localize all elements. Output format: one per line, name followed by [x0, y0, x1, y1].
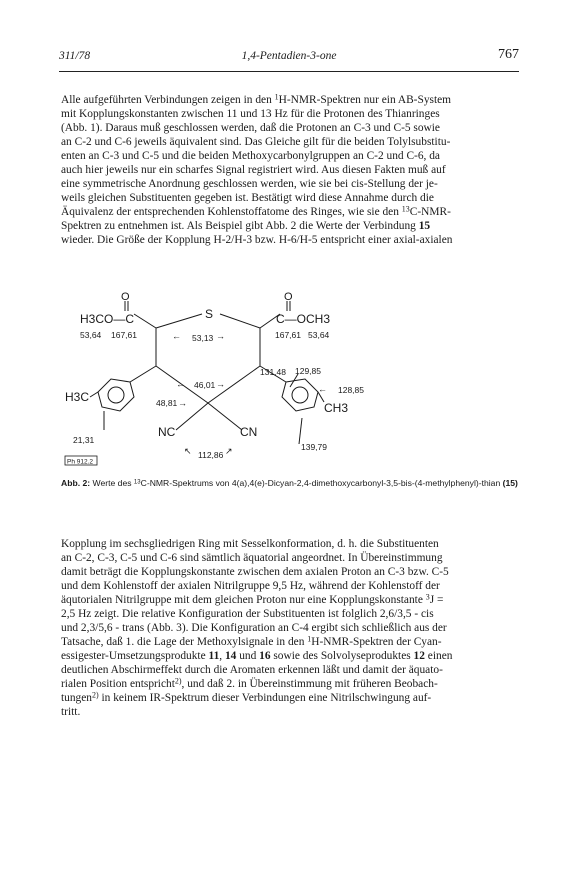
- shift-co-left: 167,61: [111, 330, 137, 340]
- text-line: an C-2 und C-6 jeweils äquivalent sind. Das Gleiche gilt für die beiden Tolylsubstitu-: [61, 136, 451, 148]
- paragraph-1: [61, 93, 521, 247]
- text-line: an C-2, C-3, C-5 und C-6 sind sämtlich äquatorial angeordnet. In Übereinstimmung: [61, 552, 443, 564]
- nitrile-right-label: CN: [240, 425, 258, 439]
- shift-ipso: 131,48: [260, 367, 286, 377]
- text-line: weils gleichen Substituenten gegeben ist. Bestätigt wird diese Annahme durch die: [61, 192, 434, 204]
- bold-ref: (15): [502, 478, 518, 488]
- text-line: Kopplung im sechsgliedrigen Ring mit Sesselkonformation, d. h. die Substituenten: [61, 538, 439, 550]
- nitrile-left-label: NC: [158, 425, 176, 439]
- shift-ch3-left: 21,31: [73, 435, 95, 445]
- shift-para: 139,79: [301, 442, 327, 452]
- figure-tag: Ph 912.2: [67, 458, 94, 466]
- superscript: 3: [425, 592, 430, 602]
- benzene-ring-left: [98, 379, 134, 411]
- methyl-left-label: H3C: [65, 390, 90, 404]
- figure-caption: Abb. 2: Werte des $^{13}$C-NMR-Spektrums von 4(a),4(e)-Dicyan-2,4-dimethoxycarbonyl-3,5-bis-(4-methylphenyl)-thian (15): [61, 478, 518, 488]
- bold-ref: 11: [208, 650, 220, 662]
- paragraph-2: [61, 537, 521, 719]
- bold-ref: 14: [224, 650, 237, 662]
- superscript: 1: [307, 634, 312, 644]
- methyl-right-label: CH3: [324, 401, 349, 415]
- bold-ref: 16: [259, 650, 271, 662]
- shift-ortho: 129,85: [295, 366, 321, 376]
- header-rule: [59, 71, 519, 72]
- arrow-cn-left: ↖: [184, 446, 192, 456]
- bond-c4-cn-right: [208, 403, 242, 430]
- page-number: 767: [498, 47, 519, 62]
- text-line: und dem Kohlenstoff der axialen Nitrilgruppe 9,5 Hz, während der Kohlenstoff der: [61, 580, 440, 592]
- superscript: 2): [174, 676, 182, 686]
- arrow-c2-right: →: [216, 331, 225, 341]
- shift-ome-right: 53,64: [308, 330, 330, 340]
- aromatic-circle-right: [292, 387, 308, 403]
- text-line: rialen Position entspricht$^{2)}$, und daß 2. in Übereinstimmung mit früheren Beobach-: [61, 676, 438, 690]
- pointer-para: [299, 418, 302, 444]
- sulfur-label: S: [205, 307, 214, 321]
- text-line: auch hier jeweils nur ein scharfes Signal registriert wird. Aus diesen Fakten muß auf: [61, 164, 446, 176]
- text-line: mit Kopplungskonstanten zwischen 11 und 13 Hz für die Protonen des Thianringes: [61, 108, 440, 120]
- shift-ome-left: 53,64: [80, 330, 102, 340]
- arrow-c3-left: ←: [176, 379, 185, 389]
- text-line: 2,5 Hz zeigt. Die relative Konfiguration der Substituenten ist folglich 2,6/3,5 - cis: [61, 608, 434, 620]
- oxygen-left: O: [121, 291, 130, 303]
- arrow-cn-right: ↗: [225, 446, 233, 456]
- ester-right-label: C—OCH3: [276, 312, 331, 326]
- shift-c2: 53,13: [192, 333, 214, 343]
- text-line: (Abb. 1). Daraus muß geschlossen werden, daß die Protonen an C-3 und C-5 sowie: [61, 122, 440, 134]
- superscript: 1: [274, 92, 279, 102]
- shift-cn: 112,86: [198, 450, 224, 460]
- oxygen-right: O: [284, 291, 293, 303]
- bond-c2-s: [156, 314, 202, 328]
- text-line: damit beträgt die Kopplungskonstante zwischen dem axialen Proton an C-3 bzw. C-5: [61, 566, 449, 578]
- bond-methyl-left: [90, 392, 98, 397]
- text-line: Tatsache, daß 1. die Lage der Methoxylsignale in den $^1$H-NMR-Spektren der Cyan-: [61, 634, 442, 648]
- text-line: Alle aufgeführten Verbindungen zeigen in den $^1$H-NMR-Spektren nur ein AB-System: [61, 92, 452, 106]
- superscript: 2): [92, 690, 99, 700]
- arrow-c2-left: ←: [172, 331, 181, 341]
- superscript: 13: [133, 479, 141, 486]
- text-line: Äquivalenz der entsprechenden Kohlenstoffatome des Ringes, wie sie den $^{13}$C-NMR-: [61, 204, 451, 218]
- aromatic-circle-left: [108, 387, 124, 403]
- bond-c2-carbonyl: [134, 314, 156, 328]
- text-line: äqutorialen Nitrilgruppe mit dem gleichen Proton nur eine Kopplungskonstante $^3$J =: [61, 592, 444, 606]
- header-title: 1,4-Pentadien-3-one: [241, 50, 337, 62]
- text-line: Spektren zu entnehmen ist. Als Beispiel gibt Abb. 2 die Werte der Verbindung 15: [61, 220, 431, 232]
- superscript: 13: [401, 204, 410, 214]
- shift-co-right: 167,61: [275, 330, 301, 340]
- arrow-c4: →: [178, 398, 187, 408]
- arrow-meta: ←: [318, 384, 327, 394]
- header-reference: 311/78: [59, 50, 91, 62]
- structure-figure: [62, 290, 482, 466]
- arrow-c3-right: →: [216, 379, 225, 389]
- ester-left-label: H3CO—C: [80, 312, 135, 326]
- shift-meta: 128,85: [338, 385, 364, 395]
- text-line: und 2,3/5,6 - trans (Abb. 3). Die Konfiguration an C-4 ergibt sich schließlich aus der: [61, 622, 447, 634]
- text-line: tungen$^{2)}$ in keinem IR-Spektrum dieser Verbindungen eine Nitrilschwingung auf-: [61, 690, 432, 704]
- running-header: [59, 47, 519, 70]
- bold-ref: 15: [418, 220, 431, 232]
- bold-ref: Abb. 2:: [61, 478, 91, 488]
- bond-c3-aryl: [130, 366, 156, 382]
- bold-ref: 12: [413, 650, 425, 662]
- text-line: eine symmetrische Anordnung geschlossen werden, wie sie bei cis-Stellung der je-: [61, 178, 438, 190]
- text-line: deutlichen Abschirmeffekt durch die Aromaten erkennen läßt und damit der äquato-: [61, 664, 443, 676]
- bond-s-c6: [220, 314, 260, 328]
- shift-c3: 46,01: [194, 380, 216, 390]
- benzene-ring-right: [282, 379, 318, 411]
- text-line: tritt.: [61, 706, 81, 718]
- text-line: essigester-Umsetzungsprodukte 11, 14 und 16 sowie des Solvolyseproduktes 12 einen: [61, 650, 453, 662]
- thiane-structure-diagram: [62, 290, 482, 466]
- shift-c4: 48,81: [156, 398, 178, 408]
- text-line: wieder. Die Größe der Kopplung H-2/H-3 bzw. H-6/H-5 entspricht einer axial-axialen: [61, 234, 453, 246]
- text-line: enten an C-3 und C-5 und die beiden Methoxycarbonylgruppen an C-2 und C-6, da: [61, 150, 440, 162]
